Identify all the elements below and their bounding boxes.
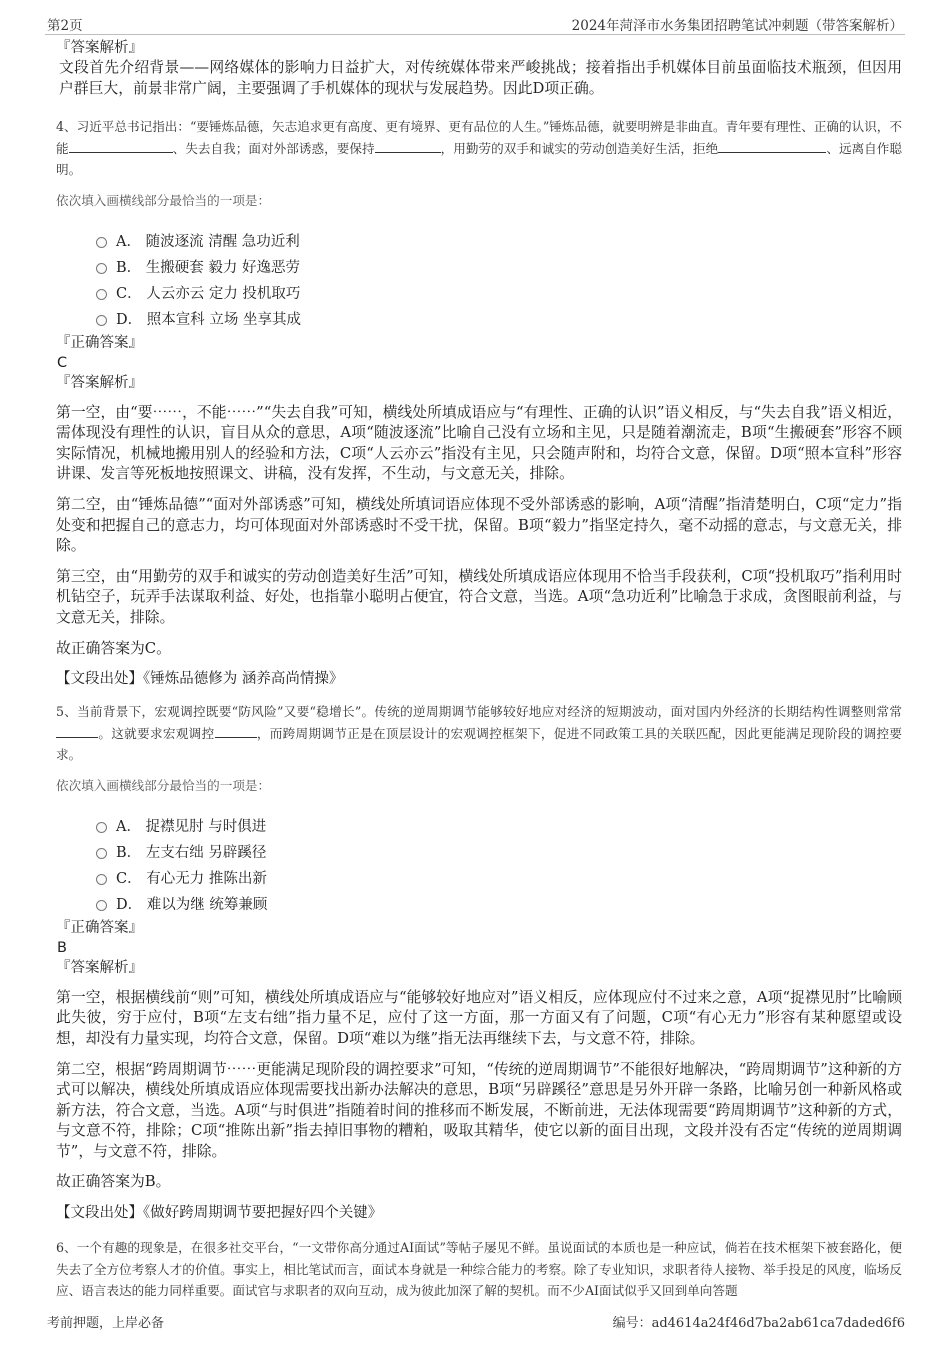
answer-blank	[718, 140, 826, 153]
q4-option-a[interactable]: A． 随波逐流 清醒 急功近利	[56, 229, 902, 255]
radio-icon[interactable]	[96, 848, 107, 859]
correct-answer: C	[57, 354, 68, 371]
document-title: 2024年菏泽市水务集团招聘笔试冲刺题（带答案解析）	[571, 18, 903, 34]
page-header	[45, 14, 905, 35]
page-content	[56, 38, 902, 1302]
question-5-stem: 5、当前背景下，宏观调控既要“防风险”又要“稳增长”。传统的逆周期调节能够较好地应对经济的短期波动，面对国内外经济的长期结构性调整则常常。这就要求宏观调控 ，而跨周期调节正是在顶层设计的宏观调控框架下，促进不同政策工具的关联匹配，因此更能满足现阶段的调控要求。	[56, 704, 903, 763]
radio-icon[interactable]	[96, 263, 107, 274]
page-footer	[45, 1312, 905, 1334]
q5-option-c[interactable]: C． 有心无力 推陈出新	[56, 866, 902, 892]
question-4-instruction: 依次填入画横线部分最恰当的一项是：	[56, 192, 271, 208]
answer-blank	[375, 140, 441, 153]
question-5-instruction: 依次填入画横线部分最恰当的一项是：	[56, 777, 271, 793]
source-citation: 【文段出处】《做好跨周期调节要把握好四个关键》	[56, 1205, 383, 1222]
radio-icon[interactable]	[96, 874, 107, 885]
analysis-paragraph: 第一空，由“要⋯⋯，不能⋯⋯”“失去自我”可知，横线处所填成语应与“有理性、正确的认识”语义相反，与“失去自我”语义相近，需体现没有理性的认识，盲目从众的意思，A项“随波逐流”比喻自己没有立场和主见，只是随着潮流走，B项“生搬硬套”形容不顾实际情况，机械地搬用别人的经验和方法，C项“人云亦云”指没有主见，只会随声附和，均符合文意，保留。D项“照本宣科”形容讲课、发言等死板地按照课文、讲稿，没有发挥，不生动，与文意无关，排除。	[56, 403, 902, 483]
analysis-paragraph: 第三空，由“用勤劳的双手和诚实的劳动创造美好生活”可知，横线处所填成语应体现用不恰当手段获利，C项“投机取巧”指利用时机钻空子，玩弄手法谋取利益、好处，也指靠小聪明占便宜，符合文意，当选。A项“急功近利”比喻急于求成，贪图眼前利益，与文意无关，排除。	[56, 567, 902, 627]
q5-option-d[interactable]: D． 难以为继 统筹兼顾	[56, 892, 902, 918]
footer-slogan: 考前押题，上岸必备	[47, 1316, 165, 1331]
answer-blank	[215, 725, 257, 738]
question-6-stem: 6、一个有趣的现象是，在很多社交平台，“一文带你高分通过AI面试”等帖子屡见不鲜。虽说面试的本质也是一种应试，倘若在技术框架下被套路化，便失去了全方位考察人才的价值。事实上，相比笔试而言，面试本身就是一种综合能力的考察。除了专业知识，求职者待人接物、举手投足的风度，临场反应、语言表达的能力同样重要。面试官与求职者的双向互动，成为彼此加深了解的契机。而不少AI面试似乎又回到单向答题	[56, 1240, 902, 1299]
correct-answer: B	[57, 939, 67, 956]
source-citation: 【文段出处】《锤炼品德修为 涵养高尚情操》	[56, 671, 344, 688]
q4-option-b[interactable]: B． 生搬硬套 毅力 好逸恶劳	[56, 255, 902, 281]
conclusion: 故正确答案为B。	[56, 1173, 171, 1191]
question-4-stem: 4、习近平总书记指出：“要锤炼品德，矢志追求更有高度、更有境界、更有品位的人生。”锤炼品德，就要明辨是非曲直。青年要有理性、正确的认识，不能 、失去自我；面对外部诱惑，要保持 ，用勤劳的双手和诚实的劳动创造美好生活，拒绝 、远离自作聪明。	[56, 119, 903, 178]
q4-option-c[interactable]: C． 人云亦云 定力 投机取巧	[56, 281, 902, 307]
radio-icon[interactable]	[96, 315, 107, 326]
radio-icon[interactable]	[96, 289, 107, 300]
q4-option-d[interactable]: D． 照本宣科 立场 坐享其成	[56, 307, 902, 333]
analysis-text: 文段首先介绍背景——网络媒体的影响力日益扩大，对传统媒体带来严峻挑战；接着指出手机媒体目前虽面临技术瓶颈，但因用户群巨大，前景非常广阔，主要强调了手机媒体的现状与发展趋势。因此D项正确。	[59, 59, 902, 97]
radio-icon[interactable]	[96, 237, 107, 248]
analysis-paragraph: 第二空，由“锤炼品德”“面对外部诱惑”可知，横线处所填词语应体现不受外部诱惑的影响，A项“清醒”指清楚明白，C项“定力”指处变和把握自己的意志力，均可体现面对外部诱惑时不受干扰，保留。B项“毅力”指坚定持久，毫不动摇的意志，与文意无关，排除。	[56, 496, 902, 555]
q5-option-b[interactable]: B． 左支右绌 另辟蹊径	[56, 840, 902, 866]
analysis-paragraph: 第二空，根据“跨周期调节⋯⋯更能满足现阶段的调控要求”可知，“传统的逆周期调节”不能很好地解决，“跨周期调节”这种新的方式可以解决，横线处所填成语应体现需要找出新办法解决的意思，B项“另辟蹊径”意思是另外开辟一条路，比喻另创一种新风格或新方法，符合文意，当选。A项“与时俱进”指随着时间的推移而不断发展，不断前进，无法体现需要“跨周期调节”这种新的方式，与文意不符，排除；C项“推陈出新”指去掉旧事物的糟粕，吸取其精华，使它以新的面目出现，文段并没有否定“传统的逆周期调节”，与文意不符，排除。	[56, 1060, 902, 1160]
correct-answer-label: 『正确答案』	[56, 334, 143, 351]
answer-blank	[56, 725, 98, 738]
q5-option-a[interactable]: A． 捉襟见肘 与时俱进	[56, 814, 902, 840]
radio-icon[interactable]	[96, 900, 107, 911]
answer-blank	[69, 140, 173, 153]
analysis-label: 『答案解析』	[56, 374, 143, 391]
analysis-paragraph: 第一空，根据横线前“则”可知，横线处所填成语应与“能够较好地应对”语义相反，应体现应付不过来之意，A项“捉襟见肘”比喻顾此失彼，穷于应付，B项“左支右绌”指力量不足，应付了这一方面，那一方面又有了问题，C项“有心无力”形容有某种愿望或设想，却没有力量实现，均符合文意，保留。D项“难以为继”指无法再继续下去，与文意不符，排除。	[56, 988, 902, 1047]
page-number: 第2页	[47, 18, 83, 34]
analysis-label: 『答案解析』	[56, 40, 143, 56]
analysis-label: 『答案解析』	[56, 959, 143, 976]
radio-icon[interactable]	[96, 822, 107, 833]
conclusion: 故正确答案为C。	[56, 639, 171, 657]
correct-answer-label: 『正确答案』	[56, 919, 143, 936]
document-code: 编号：ad4614a24f46d7ba2ab61ca7daded6f6	[612, 1316, 905, 1331]
